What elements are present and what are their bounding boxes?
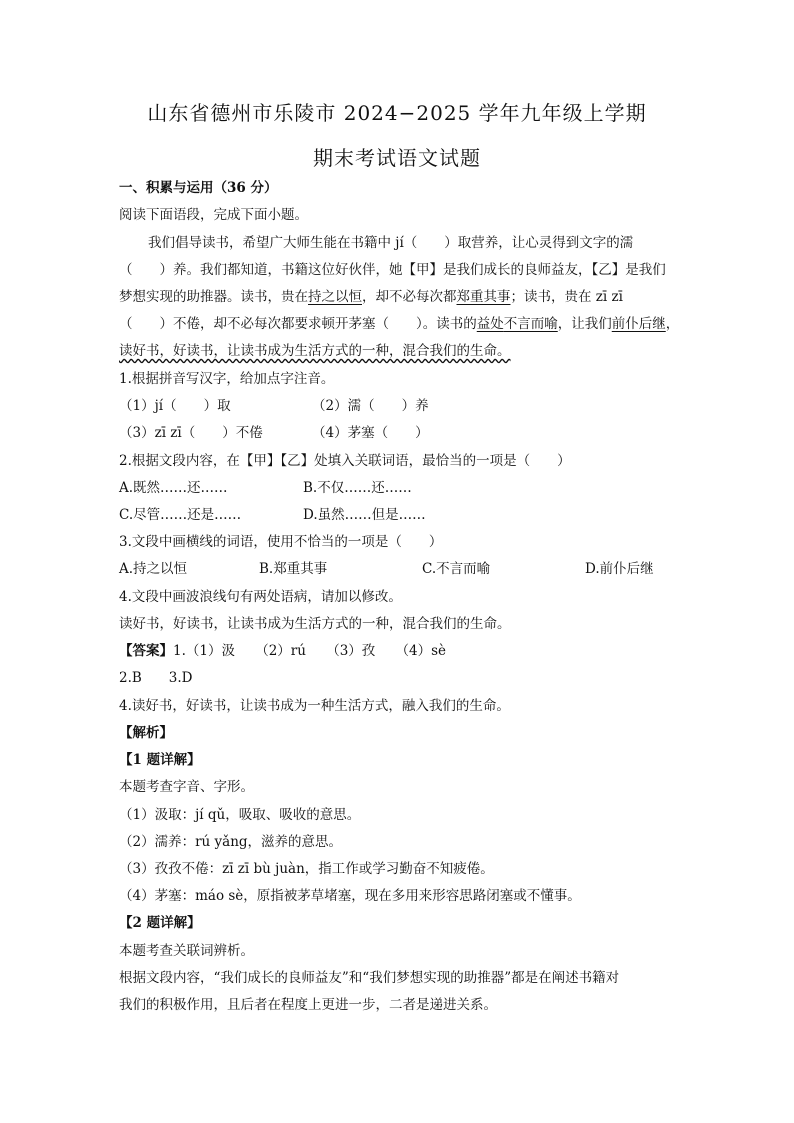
- q3-option-d: D.前仆后继: [585, 561, 654, 577]
- q2-option-b: B.不仅……还……: [303, 480, 412, 496]
- detail-2-intro: 本题考查关联词辨析。: [119, 943, 254, 959]
- title-line-1: 山东省德州市乐陵市 2024−2025 学年九年级上学期: [147, 101, 647, 125]
- section-heading: 一、积累与运用（36 分）: [119, 180, 278, 196]
- detail-1-heading: 【1 题详解】: [119, 752, 201, 768]
- answer-line-2: 2.B 3.D: [119, 670, 193, 686]
- q2-option-a: A.既然……还……: [119, 480, 228, 496]
- question-2-stem: 2.根据文段内容，在【甲】【乙】处填入关联词语，最恰当的一项是（ ）: [119, 453, 571, 469]
- question-3-stem: 3.文段中画横线的词语，使用不恰当的一项是（ ）: [119, 534, 443, 550]
- passage-line-4: （ ）不倦，却不必每次都要求顿开茅塞（ ）。读书的益处不言而喻，让我们前仆后继，: [119, 316, 680, 332]
- passage-line-2: （ ）养。我们都知道，书籍这位好伙伴，她【甲】是我们成长的良师益友，【乙】是我们: [119, 262, 666, 278]
- detail-1-item-2: （2）濡养：rú yǎng，滋养的意思。: [119, 834, 343, 850]
- q3-option-a: A.持之以恒: [119, 561, 188, 577]
- question-1-stem: 1.根据拼音写汉字，给加点字注音。: [119, 371, 335, 387]
- question-4-stem: 4.文段中画波浪线句有两处语病，请加以修改。: [119, 589, 402, 605]
- title-line-2: 期末考试语文试题: [313, 146, 481, 170]
- passage-line-1: 我们倡导读书，希望广大师生能在书籍中 jí（ ）取营养，让心灵得到文字的濡: [148, 235, 634, 251]
- detail-2-line-2: 我们的积极作用，且后者在程度上更进一步，二者是递进关系。: [119, 997, 497, 1013]
- answer-label: 【答案】: [119, 643, 173, 659]
- detail-1-item-3: （3）孜孜不倦：zī zī bù juàn，指工作或学习勤奋不知疲倦。: [119, 861, 494, 877]
- analysis-label: 【解析】: [119, 725, 173, 741]
- q1-item-2: （2）濡（ ）养: [312, 398, 429, 414]
- q1-item-3: （3）zī zī（ ）不倦: [119, 425, 263, 441]
- detail-1-item-4: （4）茅塞：máo sè，原指被茅草堵塞，现在多用来形容思路闭塞或不懂事。: [119, 888, 581, 904]
- q3-option-c: C.不言而喻: [422, 561, 491, 577]
- detail-2-line-1: 根据文段内容，“我们成长的良师益友”和“我们梦想实现的助推器”都是在阐述书籍对: [119, 970, 620, 986]
- detail-1-item-1: （1）汲取：jí qǔ，吸取、吸收的意思。: [119, 807, 361, 823]
- answer-line-1: 【答案】1.（1）汲 （2）rú （3）孜 （4）sè: [119, 643, 447, 659]
- q2-option-c: C.尽管……还是……: [119, 507, 242, 523]
- detail-1-intro: 本题考查字音、字形。: [119, 779, 254, 795]
- passage-line-3: 梦想实现的助推器。读书，贵在持之以恒，却不必每次都郑重其事；读书，贵在 zī zī: [119, 289, 623, 305]
- reading-intro: 阅读下面语段，完成下面小题。: [119, 207, 308, 223]
- question-4-sentence: 读好书，好读书，让读书成为生活方式的一种，混合我们的生命。: [119, 616, 511, 632]
- q3-option-b: B.郑重其事: [259, 561, 328, 577]
- answer-line-3: 4.读好书，好读书，让读书成为一种生活方式，融入我们的生命。: [119, 698, 510, 714]
- q1-item-1: （1）jí（ ）取: [119, 398, 231, 414]
- detail-2-heading: 【2 题详解】: [119, 915, 201, 931]
- q1-item-4: （4）茅塞（ ）: [312, 425, 429, 441]
- q2-option-d: D.虽然……但是……: [303, 507, 426, 523]
- passage-line-5-wavy: 读好书，好读书，让读书成为生活方式的一种，混合我们的生命。: [119, 343, 511, 359]
